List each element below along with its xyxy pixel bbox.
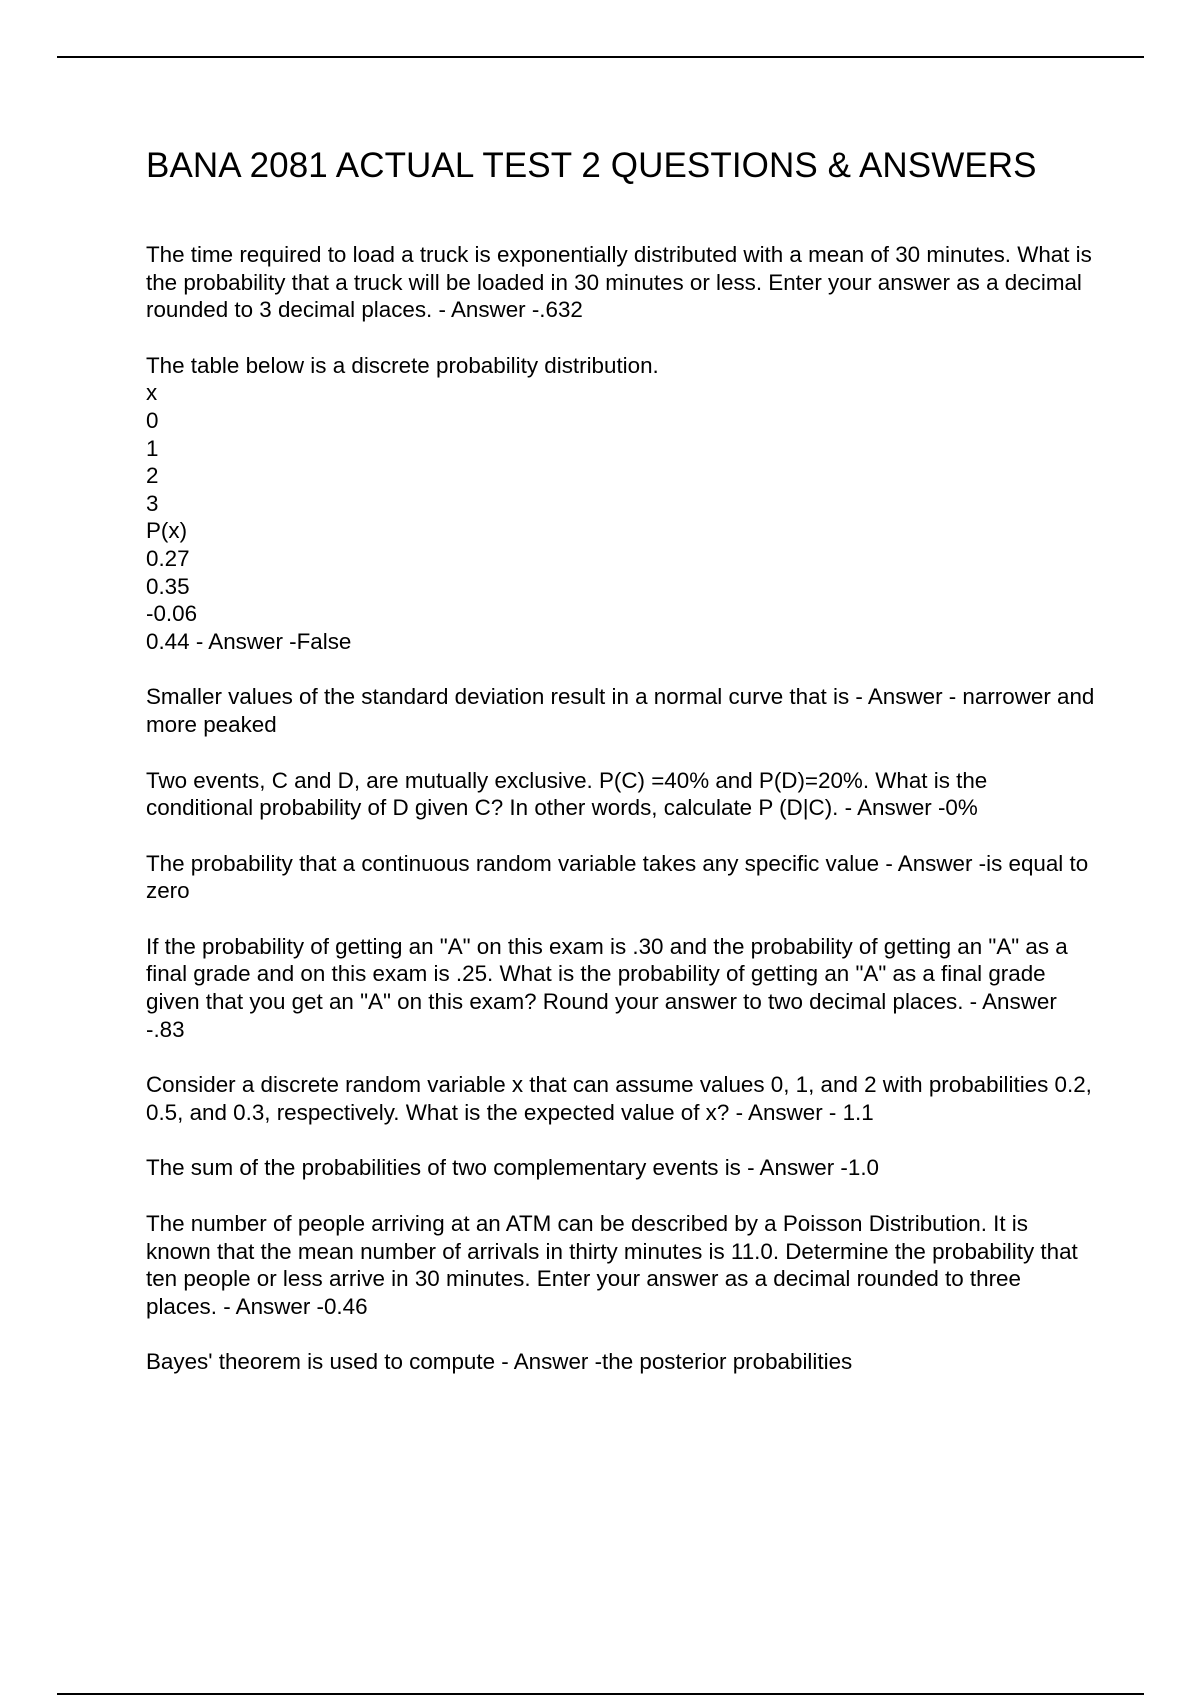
question-text: The number of people arriving at an ATM can be described by a Poisson Distribution. It is known that the mean number of arrivals in thirty minutes is 11.0. Determine the probability that ten people or less arrive in 30 minutes. Enter your answer as a decimal rounded to three places. bbox=[146, 1211, 1078, 1319]
top-rule bbox=[57, 56, 1144, 58]
question-text: Smaller values of the standard deviation result in a normal curve that is bbox=[146, 684, 850, 710]
table-line: P(x) bbox=[146, 518, 188, 544]
qa-item-10 bbox=[146, 1348, 1096, 1376]
qa-item-5 bbox=[146, 850, 1096, 905]
question-text: Two events, C and D, are mutually exclusive. P(C) =40% and P(D)=20%. What is the conditional probability of D given C? In other words, calculate P (D|C). bbox=[146, 767, 988, 821]
answer-text: - Answer -is equal to zero bbox=[146, 850, 1089, 904]
qa-item-6 bbox=[146, 933, 1096, 1043]
table-line: 2 bbox=[146, 463, 159, 489]
question-text: If the probability of getting an "A" on this exam is .30 and the probability of getting an "A" as a final grade and on this exam is .25. What is the probability of getting an "A" as a final grade given that you get an "A" on this exam? Round your answer to two decimal places. bbox=[146, 933, 1068, 1015]
table-line: 0.27 bbox=[146, 545, 190, 571]
table-line: -0.06 bbox=[146, 601, 198, 627]
qa-item-7 bbox=[146, 1071, 1096, 1126]
table-line: 1 bbox=[146, 435, 159, 461]
qa-item-2 bbox=[146, 352, 1096, 656]
question-text: The table below is a discrete probability distribution. bbox=[146, 352, 659, 378]
question-text: Bayes' theorem is used to compute bbox=[146, 1349, 496, 1375]
table-line: 0.44 bbox=[146, 628, 190, 654]
question-text: The probability that a continuous random variable takes any specific value bbox=[146, 850, 880, 876]
qa-item-3 bbox=[146, 683, 1096, 738]
question-text: The time required to load a truck is exponentially distributed with a mean of 30 minutes. What is the probability that a truck will be loaded in 30 minutes or less. Enter your answer as a decimal rounded to 3 decimal places. bbox=[146, 242, 1092, 323]
qa-item-4 bbox=[146, 767, 1096, 822]
answer-text: - Answer - narrower and more peaked bbox=[146, 684, 1095, 737]
question-text: The sum of the probabilities of two complementary events is bbox=[146, 1155, 741, 1181]
qa-item-1 bbox=[146, 241, 1096, 324]
table-line: 0.35 bbox=[146, 573, 190, 599]
document-page bbox=[146, 144, 1096, 1404]
answer-text: - Answer -False bbox=[195, 628, 352, 654]
answer-text: - Answer -1.0 bbox=[747, 1155, 880, 1181]
answer-text: - Answer -the posterior probabilities bbox=[501, 1349, 853, 1375]
document-title: BANA 2081 ACTUAL TEST 2 QUESTIONS & ANSWERS bbox=[146, 146, 1037, 185]
answer-text: - Answer -0% bbox=[844, 795, 978, 821]
table-line: 3 bbox=[146, 490, 159, 516]
answer-text: - Answer -.632 bbox=[438, 297, 583, 323]
question-text: Consider a discrete random variable x that can assume values 0, 1, and 2 with probabilities 0.2, 0.5, and 0.3, respectively. What is the expected value of x? bbox=[146, 1072, 1092, 1125]
answer-text: - Answer - 1.1 bbox=[735, 1099, 874, 1125]
qa-item-8 bbox=[146, 1154, 1096, 1182]
answer-text: - Answer -0.46 bbox=[223, 1293, 368, 1319]
qa-item-9 bbox=[146, 1210, 1096, 1320]
table-line: 0 bbox=[146, 407, 159, 433]
bottom-rule bbox=[57, 1693, 1144, 1695]
answer-text: - Answer -.83 bbox=[146, 989, 1057, 1042]
table-line: x bbox=[146, 380, 158, 406]
